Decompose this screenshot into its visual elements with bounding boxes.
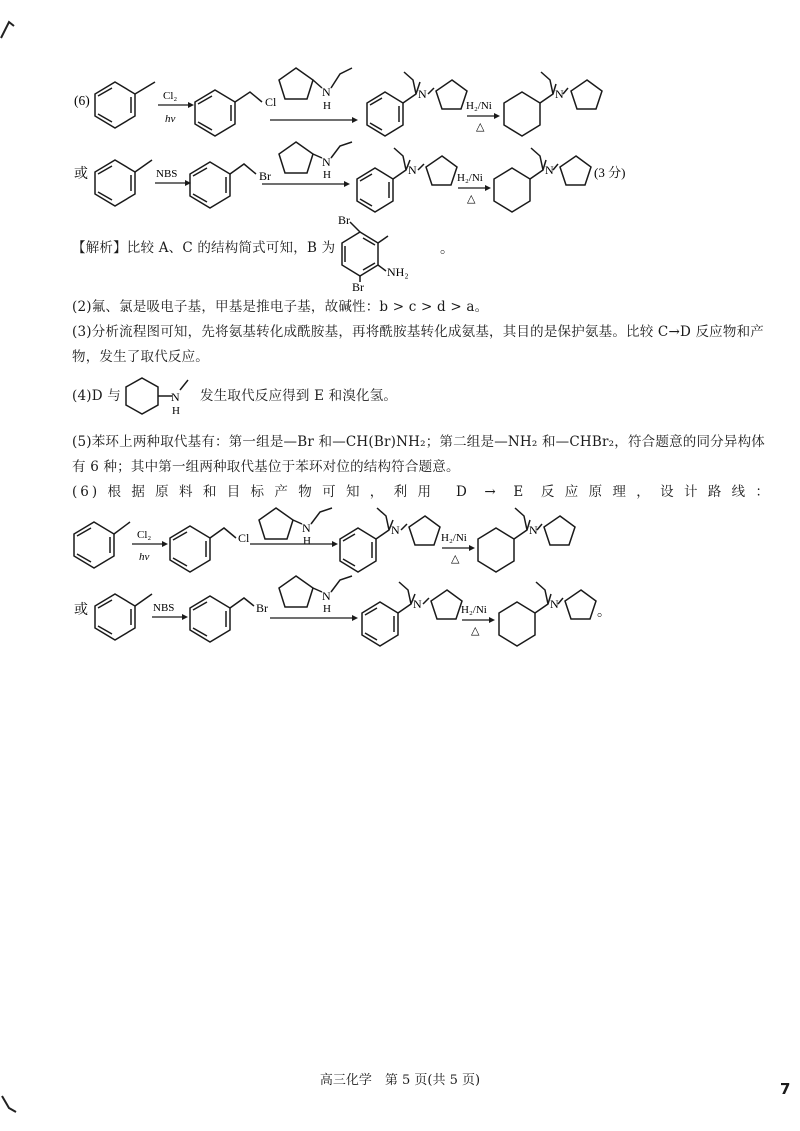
cyclohexyl-amine-target-structure bbox=[504, 72, 602, 136]
reagent-heat: △ bbox=[476, 121, 485, 133]
toluene-structure bbox=[95, 594, 152, 640]
reagent-light: hν bbox=[165, 113, 176, 125]
halogen-label: Cl bbox=[265, 95, 277, 109]
cyclohexyl-amine-target-structure bbox=[494, 148, 591, 212]
analysis-paragraph-3: (3)分析流程图可知，先将氨基转化成酰胺基，再将酰胺基转化成氨基，其目的是保护氨基。比较 C→D 反应物和产物，发生了取代反应。 bbox=[72, 324, 764, 365]
arrow-substitution bbox=[270, 615, 358, 621]
benzyl-bromide-structure bbox=[190, 162, 256, 208]
p4-n-label: N bbox=[171, 390, 180, 404]
product-n-label: N bbox=[418, 87, 427, 101]
benzyl-chloride-structure bbox=[195, 90, 262, 136]
reaction-scheme-1 bbox=[0, 58, 800, 148]
amine-reagent-structure bbox=[279, 68, 352, 99]
reagent-cl2: Cl₂ bbox=[137, 529, 152, 541]
reagent-h2-ni: H₂/Ni bbox=[441, 532, 467, 544]
amine-h-label: H bbox=[323, 603, 331, 615]
arrow-chlorination bbox=[158, 90, 194, 125]
toluene-structure bbox=[74, 522, 130, 568]
arrow-substitution bbox=[250, 541, 338, 547]
compound-b-structure bbox=[320, 212, 430, 292]
score-label: (3 分) bbox=[594, 165, 626, 180]
amine-h-label: H bbox=[303, 535, 311, 547]
reagent-nbs: NBS bbox=[153, 602, 175, 614]
corner-mark-bottom bbox=[0, 1088, 20, 1118]
reagent-h2-ni: H₂/Ni bbox=[466, 100, 492, 112]
reagent-heat: △ bbox=[467, 193, 476, 205]
product-n-label: N bbox=[413, 597, 422, 611]
amine-n-label: N bbox=[322, 85, 331, 99]
toluene-structure bbox=[95, 82, 155, 128]
toluene-structure bbox=[95, 160, 152, 206]
arrow-hydrogenation bbox=[457, 172, 491, 205]
analysis-p1-end: 。 bbox=[440, 241, 454, 257]
target-n-label: N bbox=[550, 597, 559, 611]
amine-h-label: H bbox=[323, 169, 331, 181]
page-footer: 高三化学 第 5 页(共 5 页) bbox=[319, 1073, 481, 1088]
arrow-substitution bbox=[270, 117, 358, 123]
amine-reagent-structure bbox=[279, 576, 352, 607]
reaction-scheme-4 bbox=[0, 572, 800, 662]
product-n-label: N bbox=[391, 523, 400, 537]
scheme1-label: (6) bbox=[74, 93, 90, 108]
arrow-chlorination bbox=[132, 529, 168, 563]
reagent-heat: △ bbox=[471, 625, 480, 637]
amine-h-label: H bbox=[323, 100, 331, 112]
br-bottom-label: Br bbox=[352, 280, 364, 292]
benzyl-amine-product-structure bbox=[367, 72, 467, 136]
amine-n-label: N bbox=[302, 521, 311, 535]
reagent-h2-ni: H₂/Ni bbox=[457, 172, 483, 184]
reagent-light: hν bbox=[139, 551, 150, 563]
amine-reagent-structure bbox=[279, 142, 352, 173]
analysis-paragraph-2: (2)氟、氯是吸电子基，甲基是推电子基，故碱性：b > c > d > a。 bbox=[72, 299, 489, 315]
product-n-label: N bbox=[408, 163, 417, 177]
corner-mark-top bbox=[0, 0, 16, 40]
cyclohexyl-amine-target-structure bbox=[499, 582, 596, 646]
analysis-paragraph-5: (5)苯环上两种取代基有：第一组是—Br 和—CH(Br)NH₂；第二组是—NH₂ 和—CHBr₂，符合题意的同分异构体有 6 种；其中第一组两种取代基位于苯环对位的结构符合题意。 bbox=[72, 434, 765, 475]
analysis-intro-text: 【解析】比较 A、C 的结构简式可知，B 为 bbox=[72, 240, 336, 256]
cyclohexyl-amine-target-structure bbox=[478, 508, 575, 572]
p4-h-label: H bbox=[172, 405, 180, 417]
halogen-label: Br bbox=[256, 601, 268, 615]
analysis-paragraph-6: (6)根据原料和目标产物可知，利用 D → E 反应原理，设计路线： bbox=[72, 484, 772, 500]
page-number: 7 bbox=[780, 1080, 791, 1098]
br-top-label: Br bbox=[338, 213, 350, 227]
reagent-h2-ni: H₂/Ni bbox=[461, 604, 487, 616]
benzyl-chloride-structure bbox=[170, 526, 236, 572]
scheme2-or-label: 或 bbox=[74, 167, 88, 182]
reagent-nbs: NBS bbox=[156, 168, 178, 180]
arrow-substitution bbox=[262, 181, 350, 187]
arrow-bromination bbox=[152, 602, 188, 620]
arrow-hydrogenation bbox=[461, 604, 495, 637]
halogen-label: Br bbox=[259, 169, 271, 183]
amine-n-label: N bbox=[322, 155, 331, 169]
target-n-label: N bbox=[545, 163, 554, 177]
amine-n-label: N bbox=[322, 589, 331, 603]
p4-suffix: 发生取代反应得到 E 和溴化氢。 bbox=[200, 388, 398, 404]
benzyl-amine-product-structure bbox=[340, 508, 440, 572]
arrow-hydrogenation bbox=[466, 100, 500, 133]
target-n-label: N bbox=[529, 523, 538, 537]
reagent-heat: △ bbox=[451, 553, 460, 565]
benzyl-amine-product-structure bbox=[362, 582, 462, 646]
target-n-label: N bbox=[555, 87, 564, 101]
arrow-hydrogenation bbox=[441, 532, 475, 565]
benzyl-amine-product-structure bbox=[357, 148, 457, 212]
amine-reagent-structure bbox=[259, 508, 332, 539]
benzyl-bromide-structure bbox=[190, 596, 254, 642]
nh2-label: NH₂ bbox=[387, 265, 409, 279]
arrow-bromination bbox=[155, 168, 191, 186]
scheme4-or-label: 或 bbox=[74, 603, 88, 618]
p4-prefix: (4)D 与 bbox=[72, 388, 121, 404]
cyclohexylamine-structure bbox=[120, 372, 200, 418]
halogen-label: Cl bbox=[238, 531, 250, 545]
scheme4-end-mark: 。 bbox=[597, 605, 611, 620]
reagent-cl2: Cl₂ bbox=[163, 90, 178, 102]
